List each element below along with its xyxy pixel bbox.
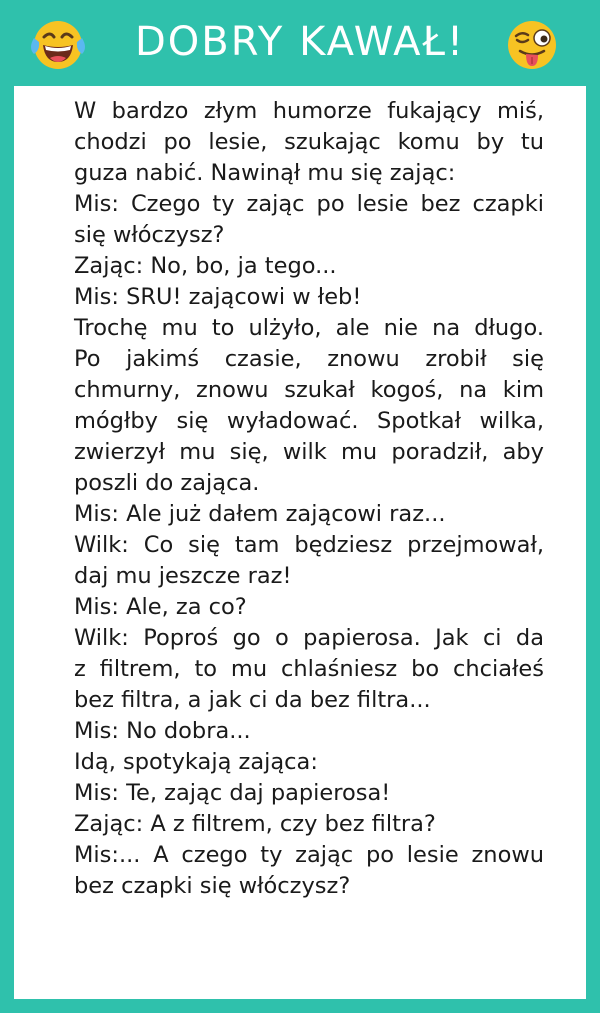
winking-tongue-emoji-icon <box>504 16 560 72</box>
joke-line: Mis: Ale już dałem zającowi raz... <box>74 501 446 527</box>
joke-line: chmurny, znowu szukał kogoś, na kim <box>74 377 544 403</box>
joke-line: się włóczysz? <box>74 222 225 248</box>
joke-line: poszli do zająca. <box>74 470 260 496</box>
joke-line: Wilk: Co się tam będziesz przejmował, <box>74 532 544 558</box>
joke-line: Po jakimś czasie, znowu zrobił się <box>74 346 544 372</box>
joke-line: Mis: SRU! zającowi w łeb! <box>74 284 362 310</box>
joke-line: Wilk: Poproś go o papierosa. Jak ci da <box>74 625 544 651</box>
joke-line: Mis:... A czego ty zając po lesie znowu <box>74 842 544 868</box>
joke-line: Trochę mu to ulżyło, ale nie na długo. <box>74 315 544 341</box>
joke-line: guza nabić. Nawinął mu się zając: <box>74 160 456 186</box>
joke-line: Mis: Te, zając daj papierosa! <box>74 780 391 806</box>
joke-line: Mis: Czego ty zając po lesie bez czapki <box>74 191 544 217</box>
joke-line: Idą, spotykają zająca: <box>74 749 318 775</box>
joke-line: Zając: A z filtrem, czy bez filtra? <box>74 811 436 837</box>
joke-line: bez czapki się włóczysz? <box>74 873 351 899</box>
joke-line: daj mu jeszcze raz! <box>74 563 292 589</box>
header <box>0 0 600 86</box>
joke-line: zwierzył mu się, wilk mu poradził, aby <box>74 439 544 465</box>
joke-line: z filtrem, to mu chlaśniesz bo chciałeś <box>74 656 544 682</box>
joke-line: W bardzo złym humorze fukający miś, <box>74 98 544 124</box>
joke-line: Mis: Ale, za co? <box>74 594 247 620</box>
page-title: DOBRY KAWAŁ! <box>134 19 466 65</box>
joke-line: Zając: No, bo, ja tego... <box>74 253 337 279</box>
joke-line: chodzi po lesie, szukając komu by tu <box>74 129 544 155</box>
joke-line: mógłby się wyładować. Spotkał wilka, <box>74 408 544 434</box>
joke-line: Mis: No dobra... <box>74 718 251 744</box>
joke-text <box>74 96 544 902</box>
joke-card <box>14 86 586 999</box>
joke-line: bez filtra, a jak ci da bez filtra... <box>74 687 431 713</box>
